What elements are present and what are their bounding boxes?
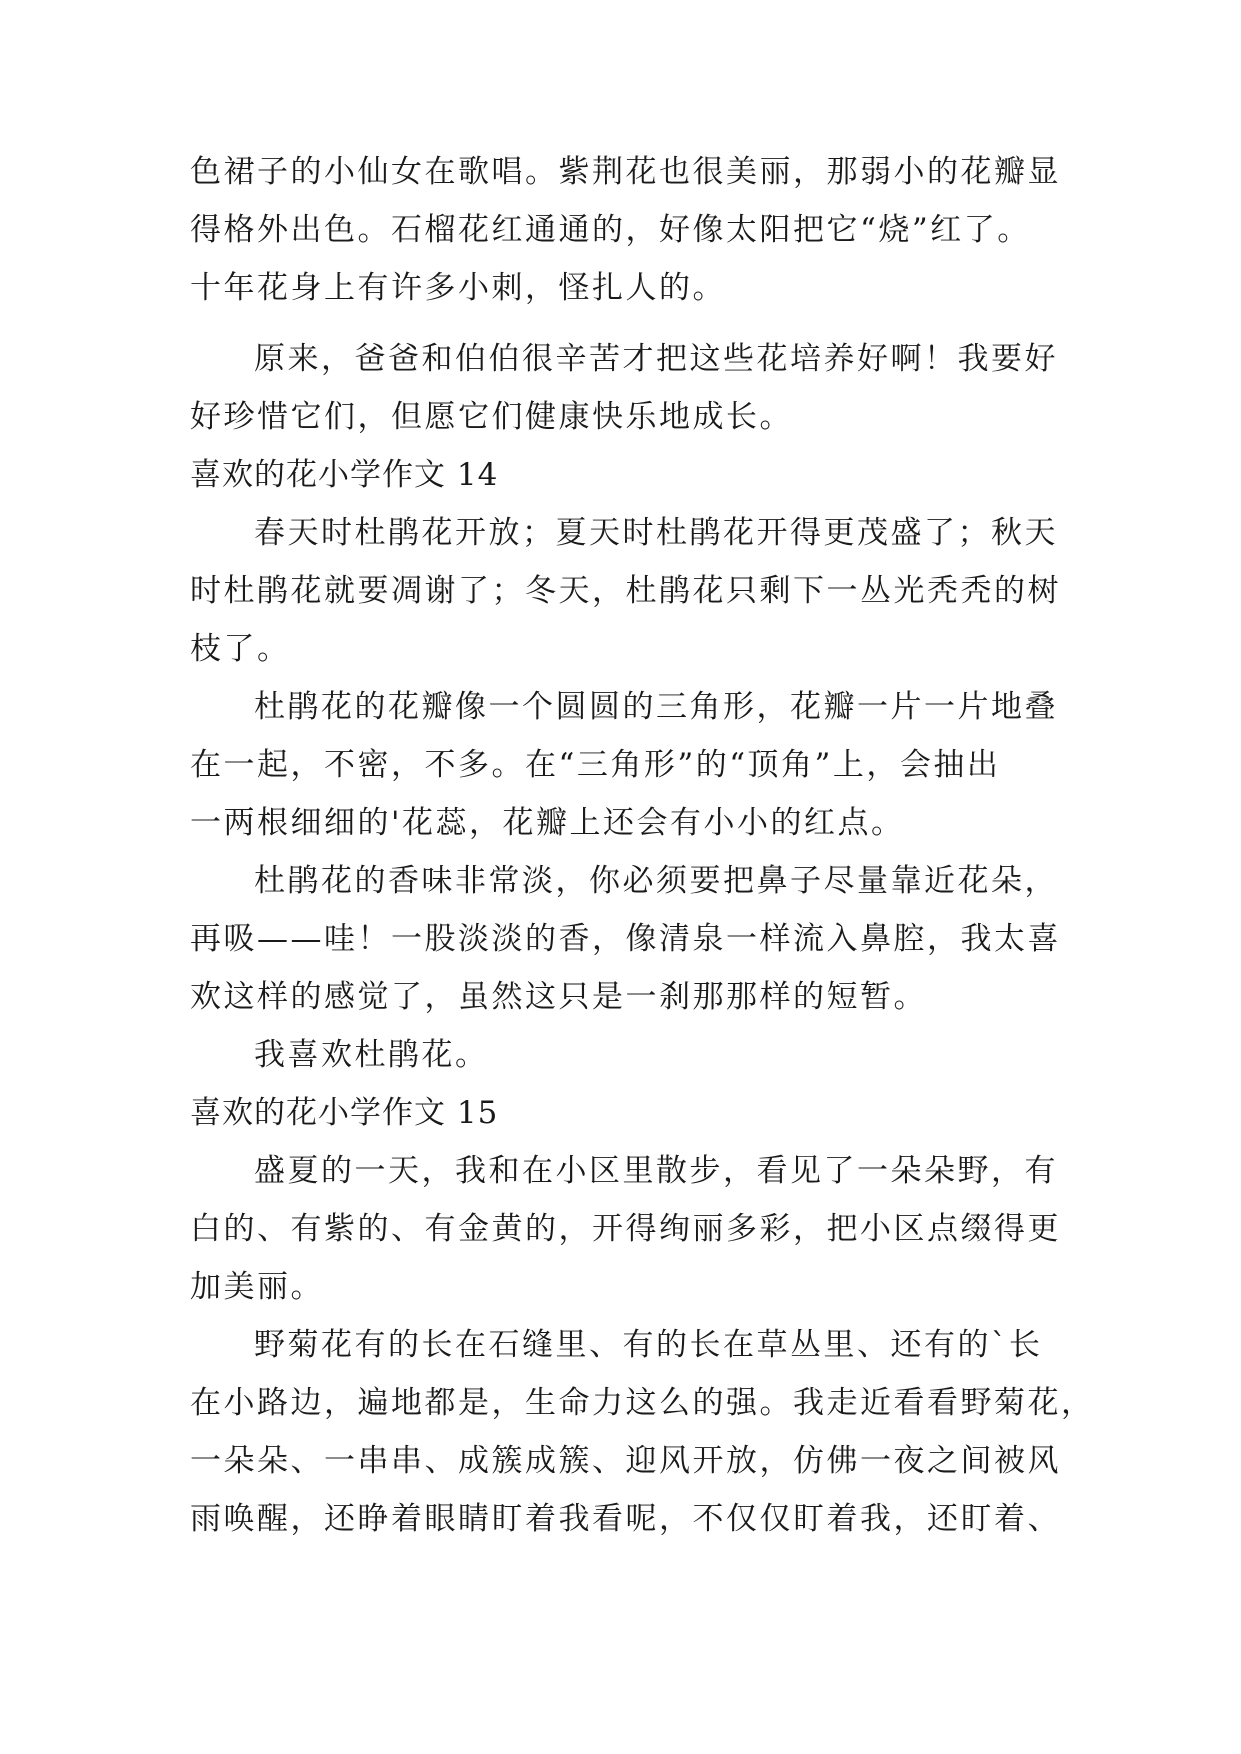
- section-heading: 喜欢的花小学作文 14: [190, 457, 499, 493]
- section-heading: 喜欢的花小学作文 15: [190, 1095, 499, 1131]
- paragraph-line: 杜鹃花的香味非常淡，你必须要把鼻子尽量靠近花朵，: [254, 863, 1058, 899]
- paragraph-line: 得格外出色。石榴花红通通的，好像太阳把它“烧”红了。: [190, 212, 1031, 248]
- paragraph-line: 枝了。: [190, 631, 291, 667]
- paragraph-line: 在一起，不密，不多。在“三角形”的“顶角”上，会抽出: [190, 747, 1001, 783]
- paragraph-line: 欢这样的感觉了，虽然这只是一刹那那样的短暂。: [190, 979, 927, 1015]
- paragraph-line: 一朵朵、一串串、成簇成簇、迎风开放，仿佛一夜之间被风: [190, 1443, 1061, 1479]
- paragraph-line: 杜鹃花的花瓣像一个圆圆的三角形，花瓣一片一片地叠: [254, 689, 1058, 725]
- paragraph-line: 雨唤醒，还睁着眼睛盯着我看呢，不仅仅盯着我，还盯着、: [190, 1501, 1061, 1537]
- paragraph-line: 时杜鹃花就要凋谢了；冬天，杜鹃花只剩下一丛光秃秃的树: [190, 573, 1061, 609]
- paragraph-line: 原来，爸爸和伯伯很辛苦才把这些花培养好啊！我要好: [254, 341, 1058, 377]
- paragraph-line: 野菊花有的长在石缝里、有的长在草丛里、还有的`长: [254, 1327, 1043, 1363]
- paragraph-line: 盛夏的一天，我和在小区里散步，看见了一朵朵野，有: [254, 1153, 1058, 1189]
- paragraph-line: 春天时杜鹃花开放；夏天时杜鹃花开得更茂盛了；秋天: [254, 515, 1058, 551]
- paragraph-line: 加美丽。: [190, 1269, 324, 1305]
- paragraph-line: 在小路边，遍地都是，生命力这么的强。我走近看看野菊花，: [190, 1385, 1095, 1421]
- paragraph-line: 色裙子的小仙女在歌唱。紫荆花也很美丽，那弱小的花瓣显: [190, 154, 1061, 190]
- paragraph-line: 十年花身上有许多小刺，怪扎人的。: [190, 270, 726, 306]
- paragraph-line: 我喜欢杜鹃花。: [254, 1037, 489, 1073]
- paragraph-line: 白的、有紫的、有金黄的，开得绚丽多彩，把小区点缀得更: [190, 1211, 1061, 1247]
- paragraph-line: 一两根细细的'花蕊，花瓣上还会有小小的红点。: [190, 805, 905, 841]
- paragraph-line: 好珍惜它们，但愿它们健康快乐地成长。: [190, 399, 793, 435]
- paragraph-line: 再吸——哇！一股淡淡的香，像清泉一样流入鼻腔，我太喜: [190, 921, 1061, 957]
